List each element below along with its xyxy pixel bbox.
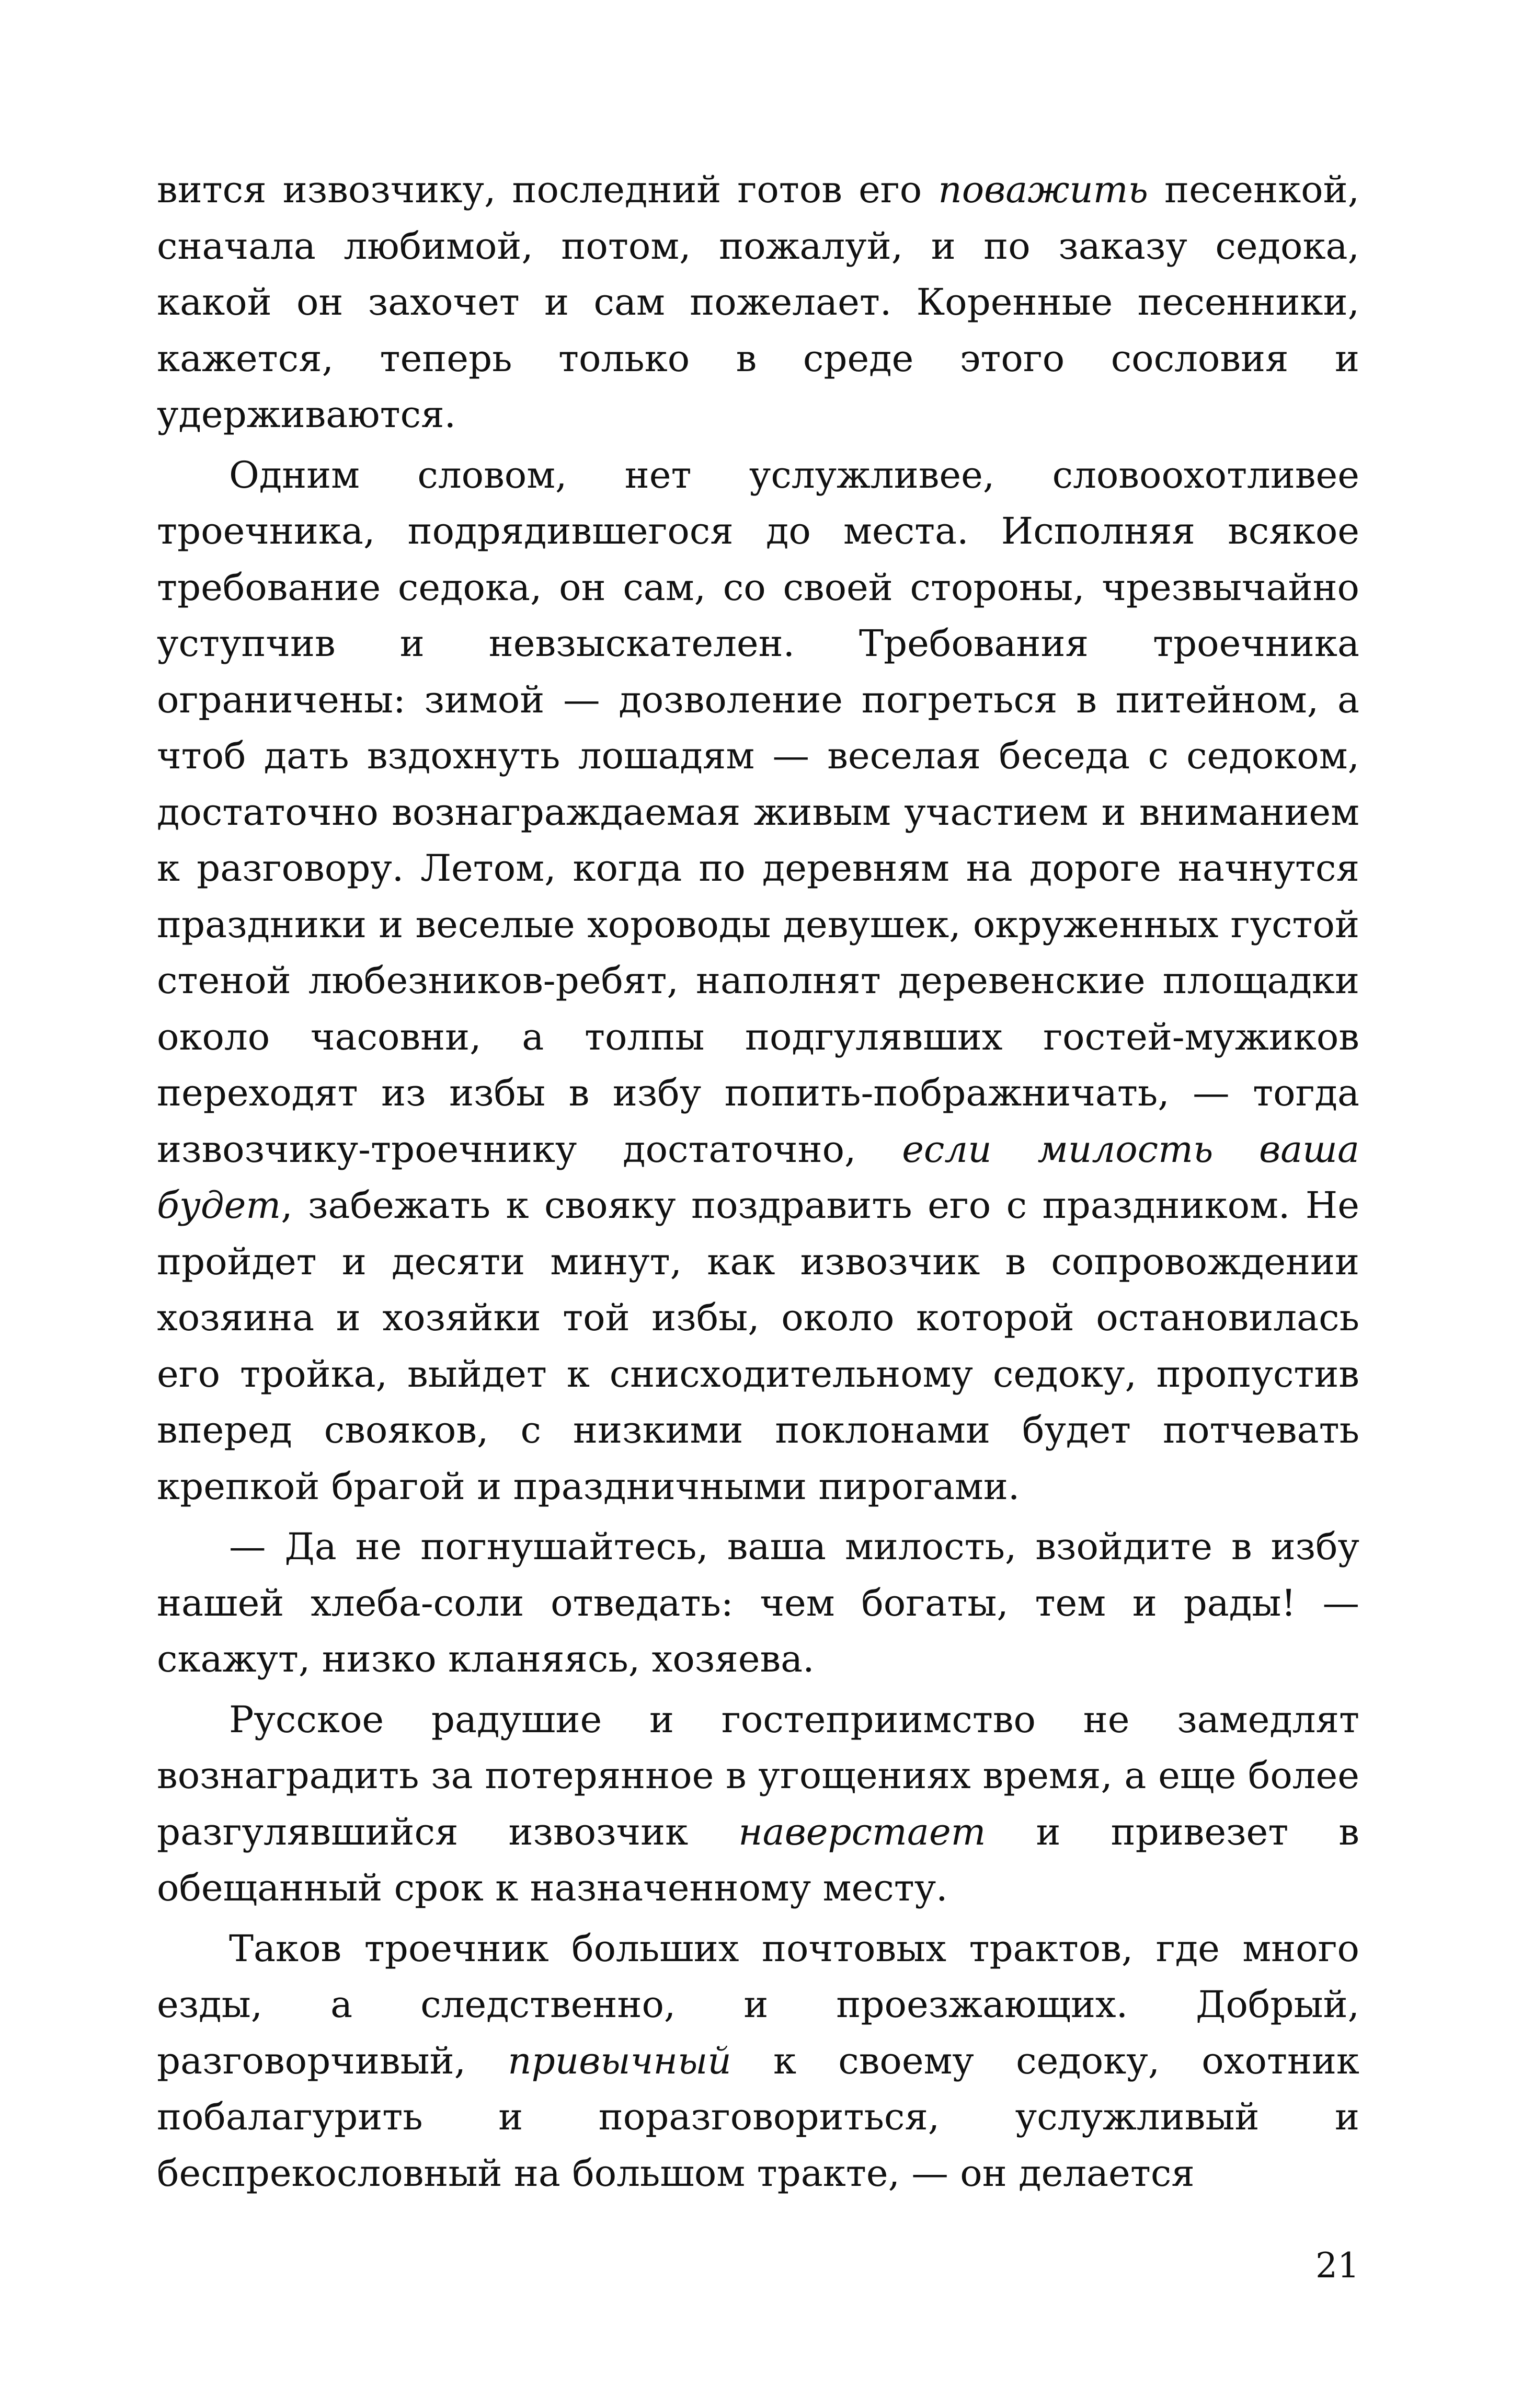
book-page (157, 162, 1359, 2286)
paragraph (157, 447, 1359, 1515)
italic-phrase: если милость ваша будет (157, 1127, 1359, 1227)
text-run: Таков троечник больших почтовых трактов, где много езды, а следственно, и проезжающих. Добрый, разговорчивый, (157, 1927, 1359, 2082)
page-number: 21 (1315, 2245, 1359, 2286)
paragraph (157, 162, 1359, 443)
text-run: — Да не погнушайтесь, ваша милость, взойдите в избу нашей хлеба-соли отведать: чем богаты, тем и рады! — скажут, низко кланяясь, хозяева. (157, 1525, 1359, 1680)
text-run: Одним словом, нет услужливее, словоохотливее троечника, подрядившегося до места. Исполняя всякое требование седока, он сам, со своей стороны, чрезвычайно уступчив и невзыскателен. Требования троечника ограничены: зимой — дозволение погреться в питейном, а чтоб дать вздохнуть лошадям — веселая беседа с седоком, достаточно вознаграждаемая живым участием и вниманием к разговору. Летом, когда по деревням на дороге начнутся праздники и веселые хороводы девушек, окруженных густой стеной любезников-ребят, наполнят деревенские площадки около часовни, а толпы подгулявших гостей-мужиков переходят из избы в избу попить-пображничать, — тогда извозчику-троечнику достаточно, (157, 453, 1359, 1171)
text-run: , забежать к свояку поздравить его с праздником. Не пройдет и десяти минут, как извозчик в сопровождении хозяина и хозяйки той избы, около которой остановилась его тройка, выйдет к снисходительному седоку, пропустив вперед свояков, с низкими поклонами будет потчевать крепкой брагой и праздничными пирогами. (157, 1184, 1359, 1508)
paragraph (157, 1519, 1359, 1688)
paragraph (157, 1921, 1359, 2202)
text-run: вится извозчику, последний готов его (157, 168, 939, 211)
paragraph (157, 1692, 1359, 1917)
text-run: песенкой, сначала любимой, потом, пожалуй, и по заказу седока, какой он захочет и сам пожелает. Коренные песенники, кажется, теперь только в среде этого сословия и удерживаются. (157, 168, 1359, 436)
page-body-text (157, 162, 1359, 2202)
italic-phrase: привычный (508, 2039, 731, 2082)
italic-phrase: поважить (938, 168, 1149, 211)
text-run: Русское радушие и гостеприимство не замедлят вознаградить за потерянное в угощениях время, а еще более разгулявшийся извозчик (157, 1698, 1359, 1853)
text-run: к своему седоку, охотник побалагурить и поразговориться, услужливый и беспрекословный на большом тракте, — он делается (157, 2039, 1359, 2195)
text-run: и привезет в обещанный срок к назначенному месту. (157, 1810, 1359, 1909)
italic-phrase: наверстает (738, 1810, 986, 1853)
